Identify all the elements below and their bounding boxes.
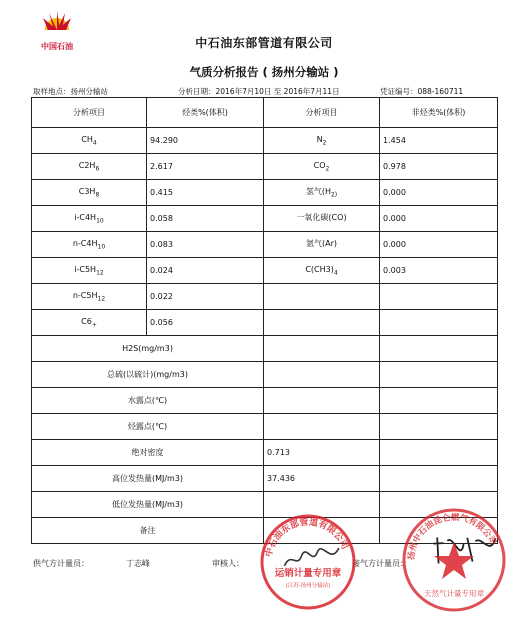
hydrocarbon-value: 0.022 (147, 284, 264, 310)
company-name: 中石油东部管道有限公司 (195, 36, 333, 50)
nonhydrocarbon-component: $CO_2$ (264, 154, 380, 180)
right-metering-stamp (400, 506, 508, 618)
header-nonhydrocarbon-item: 分析项目 (264, 98, 380, 128)
nonhydrocarbon-value: 0.003 (380, 258, 498, 284)
property-empty-cell (380, 466, 498, 492)
logo-text: 中国石油 (41, 42, 73, 51)
property-value: 0.713 (264, 440, 380, 466)
header-hydrocarbon-volume: 烃类%(体积) (147, 98, 264, 128)
nonhydrocarbon-value: 0.000 (380, 206, 498, 232)
composition-row (32, 232, 498, 258)
property-label: 水露点(℃) (32, 388, 264, 414)
hydrocarbon-component: $i-C5H_{12}$ (32, 258, 147, 284)
property-label: 总硫(以硫计)(mg/m3) (32, 362, 264, 388)
property-row (32, 362, 498, 388)
composition-row (32, 128, 498, 154)
property-row (32, 440, 498, 466)
reviewer-label: 审核人： (212, 559, 244, 568)
property-row (32, 388, 498, 414)
svg-text:天然气计量专用章: 天然气计量专用章 (424, 589, 484, 598)
sampling-site: 取样地点：扬州分输站 (33, 87, 108, 96)
property-value (264, 414, 380, 440)
composition-row (32, 284, 498, 310)
composition-row (32, 206, 498, 232)
svg-text:运销计量专用章: 运销计量专用章 (274, 568, 342, 579)
certificate-number: 凭证编号：088-160711 (380, 87, 464, 96)
nonhydrocarbon-component: $N_2$ (264, 128, 380, 154)
property-value (264, 362, 380, 388)
property-value (264, 388, 380, 414)
receiver-label: 接气方计量员： (352, 559, 408, 568)
property-empty-cell (380, 388, 498, 414)
hydrocarbon-component: $C6_+$ (32, 310, 147, 336)
nonhydrocarbon-component: 氩气(Ar) (264, 232, 380, 258)
composition-row (32, 310, 498, 336)
report-title: 气质分析报告 ( 扬州分输站 ) (189, 65, 339, 79)
hydrocarbon-value: 2.617 (147, 154, 264, 180)
hydrocarbon-value: 0.056 (147, 310, 264, 336)
hydrocarbon-component: $C2H_6$ (32, 154, 147, 180)
svg-text:(江苏·扬州分输站): (江苏·扬州分输站) (285, 583, 331, 589)
hydrocarbon-component: $n-C5H_{12}$ (32, 284, 147, 310)
nonhydrocarbon-component: 氢气($H_{2)}$ (264, 180, 380, 206)
property-row (32, 414, 498, 440)
hydrocarbon-component: $i-C4H_{10}$ (32, 206, 147, 232)
nonhydrocarbon-value (380, 284, 498, 310)
property-value (264, 336, 380, 362)
supplier-label: 供气方计量员： (33, 559, 89, 568)
hydrocarbon-value: 0.058 (147, 206, 264, 232)
composition-row (32, 180, 498, 206)
nonhydrocarbon-value: 1.454 (380, 128, 498, 154)
analysis-table (31, 97, 498, 544)
nonhydrocarbon-component: $C(CH3)_4$ (264, 258, 380, 284)
svg-text:中石油东部管道有限公司: 中石油东部管道有限公司 (264, 517, 350, 559)
property-label: 烃露点(℃) (32, 414, 264, 440)
hydrocarbon-component: $CH_4$ (32, 128, 147, 154)
property-label: 高位发热量(MJ/m3) (32, 466, 264, 492)
composition-row (32, 154, 498, 180)
nonhydrocarbon-value: 0.000 (380, 232, 498, 258)
hydrocarbon-component: $n-C4H_{10}$ (32, 232, 147, 258)
table-header-row (32, 98, 498, 128)
property-label: 绝对密度 (32, 440, 264, 466)
property-label: H2S(mg/m3) (32, 336, 264, 362)
svg-text:扬州中石油昆仑燃气有限公司: 扬州中石油昆仑燃气有限公司 (406, 512, 498, 561)
supplier-name: 丁志峰 (126, 559, 150, 568)
hydrocarbon-component: $C3H_8$ (32, 180, 147, 206)
header-hydrocarbon-item: 分析项目 (32, 98, 147, 128)
property-row (32, 336, 498, 362)
nonhydrocarbon-value: 0.000 (380, 180, 498, 206)
property-empty-cell (380, 414, 498, 440)
property-empty-cell (380, 336, 498, 362)
left-metering-stamp (258, 512, 358, 616)
nonhydrocarbon-component (264, 310, 380, 336)
nonhydrocarbon-value (380, 310, 498, 336)
property-row (32, 466, 498, 492)
hydrocarbon-value: 94.290 (147, 128, 264, 154)
property-label: 备注 (32, 518, 264, 544)
header-nonhydrocarbon-volume: 非烃类%(体积) (380, 98, 498, 128)
hydrocarbon-value: 0.415 (147, 180, 264, 206)
hydrocarbon-value: 0.083 (147, 232, 264, 258)
composition-row (32, 258, 498, 284)
property-empty-cell (380, 440, 498, 466)
analysis-period: 分析日期：2016年7月10日 至 2016年7月11日 (178, 87, 340, 96)
nonhydrocarbon-value: 0.978 (380, 154, 498, 180)
property-value: 37.436 (264, 466, 380, 492)
nonhydrocarbon-component (264, 284, 380, 310)
nonhydrocarbon-component: 一氧化碳(CO) (264, 206, 380, 232)
property-label: 低位发热量(MJ/m3) (32, 492, 264, 518)
property-empty-cell (380, 362, 498, 388)
hydrocarbon-value: 0.024 (147, 258, 264, 284)
